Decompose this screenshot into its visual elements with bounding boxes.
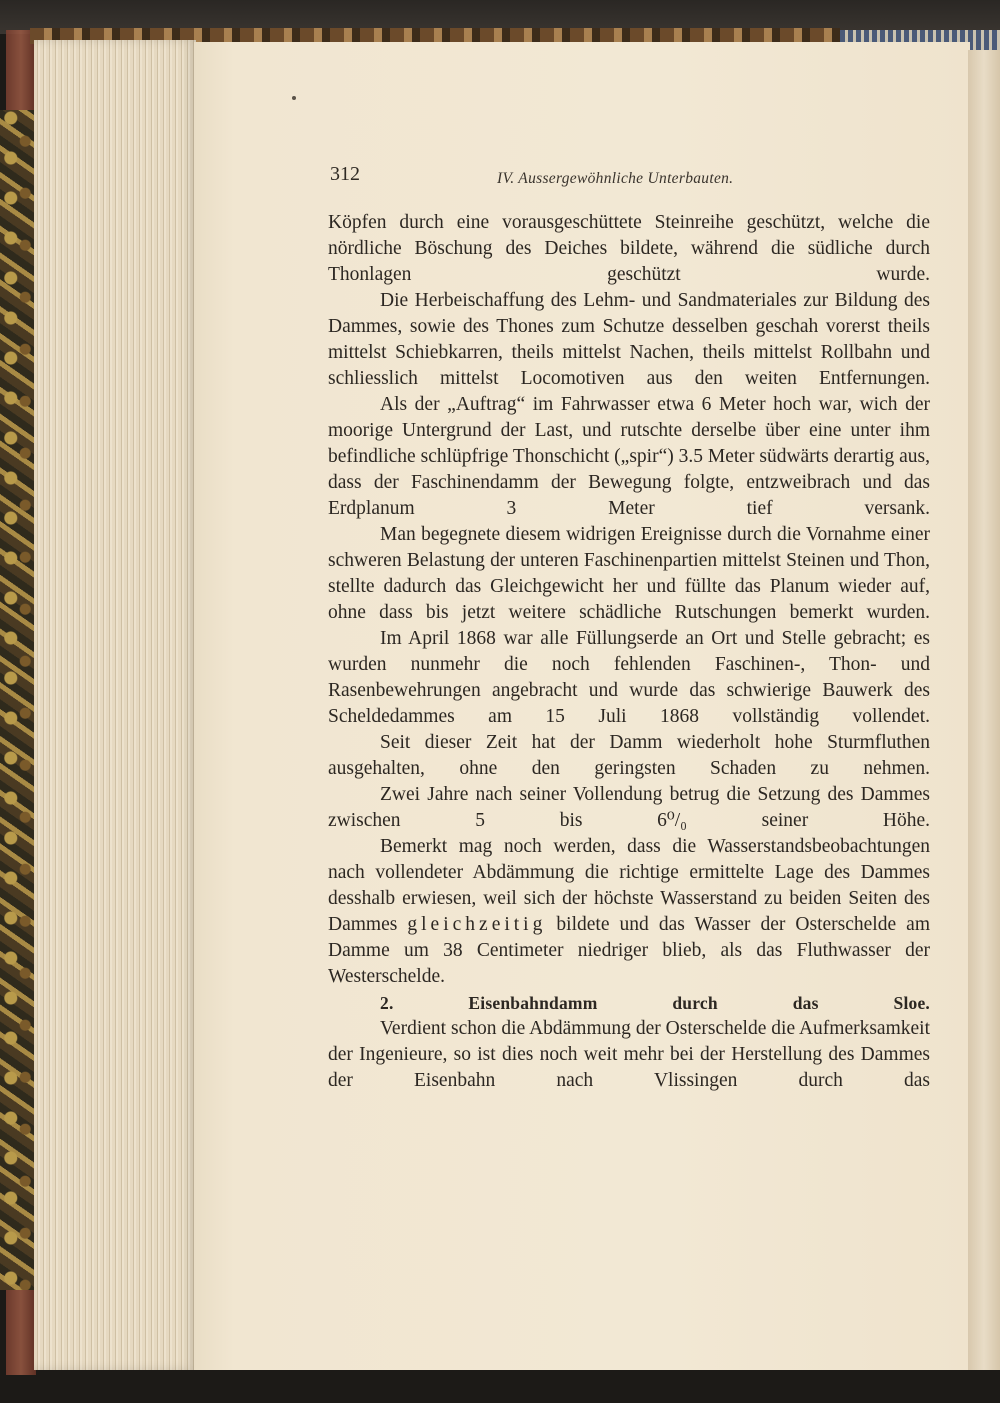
paragraph-6: Seit dieser Zeit hat der Damm wiederholt hohe Sturmfluthen ausgehalten, ohne den geringsten Schaden zu nehmen. bbox=[328, 732, 930, 779]
paragraph-8 bbox=[328, 834, 930, 990]
paragraph-3: Als der „Auftrag“ im Fahrwasser etwa 6 Meter hoch war, wich der moorige Untergrund der Last, und rutschte derselbe über eine unter ihm befindliche schlüpfrige Thonschicht („spir“) 3.5 Meter südwärts derartig aus, dass der Faschinendamm der Bewegung folgte, entzweibrach und das Erdplanum 3 Meter tief versank. bbox=[328, 394, 930, 519]
page-stack-edge bbox=[34, 40, 196, 1370]
running-head: IV. Aussergewöhnliche Unterbauten. bbox=[497, 170, 734, 187]
paragraph-8-part-b: bildete und das Wasser der Osterschelde am Damme um 38 Centimeter niedriger blieb, als das Fluthwasser der Westerschelde. bbox=[328, 914, 930, 987]
marbled-endpaper bbox=[0, 110, 36, 1290]
paragraph-2: Die Herbeischaffung des Lehm- und Sandmateriales zur Bildung des Dammes, sowie des Thones zum Schutze desselben geschah vorerst theils mittelst Schiebkarren, theils mittelst Nachen, theils mittelst Rollbahn und schliesslich mittelst Locomotiven aus den weiten Entfernungen. bbox=[328, 290, 930, 389]
paragraph-8-part-a: Bemerkt mag noch werden, dass die Wasserstandsbeobachtungen nach vollendeter Abdämmung die richtige ermittelte Lage des Dammes desshalb erwiesen, weil sich der höchste Wasserstand zu beiden Seiten des Dammes bbox=[328, 836, 930, 935]
ink-dot bbox=[292, 96, 296, 100]
paragraph-7: Zwei Jahre nach seiner Vollendung betrug die Setzung des Dammes zwischen 5 bis 6⁰/₀ seiner Höhe. bbox=[328, 784, 930, 831]
paragraph-5: Im April 1868 war alle Füllungserde an Ort und Stelle gebracht; es wurden nunmehr die noch fehlenden Faschinen-, Thon- und Rasenbewehrungen angebracht und wurde das schwierige Bauwerk des Scheldedammes am 15 Juli 1868 vollständig vollendet. bbox=[328, 628, 930, 727]
paragraph-4: Man begegnete diesem widrigen Ereignisse durch die Vornahme einer schweren Belastung der unteren Faschinenpartien mittelst Steinen und Thon, stellte dadurch das Gleichgewicht her und füllte das Planum wieder auf, ohne dass bis jetzt weitere schädliche Rutschungen bemerkt wurden. bbox=[328, 524, 930, 623]
body-text bbox=[328, 210, 930, 1094]
facing-page-edge bbox=[968, 50, 1000, 1370]
paragraph-9: Verdient schon die Abdämmung der Osterschelde die Aufmerksamkeit der Ingenieure, so ist dies noch weit mehr bei der Herstellung des Dammes der Eisenbahn nach Vlissingen durch das bbox=[328, 1018, 930, 1091]
paragraph-1: Köpfen durch eine vorausgeschüttete Steinreihe geschützt, welche die nördliche Böschung des Deiches bildete, während die südliche durch Thonlagen geschützt wurde. bbox=[328, 212, 930, 285]
spaced-word: gleichzeitig bbox=[407, 914, 547, 935]
page-number: 312 bbox=[330, 163, 360, 185]
section-heading: 2. Eisenbahndamm durch das Sloe. bbox=[380, 993, 930, 1013]
